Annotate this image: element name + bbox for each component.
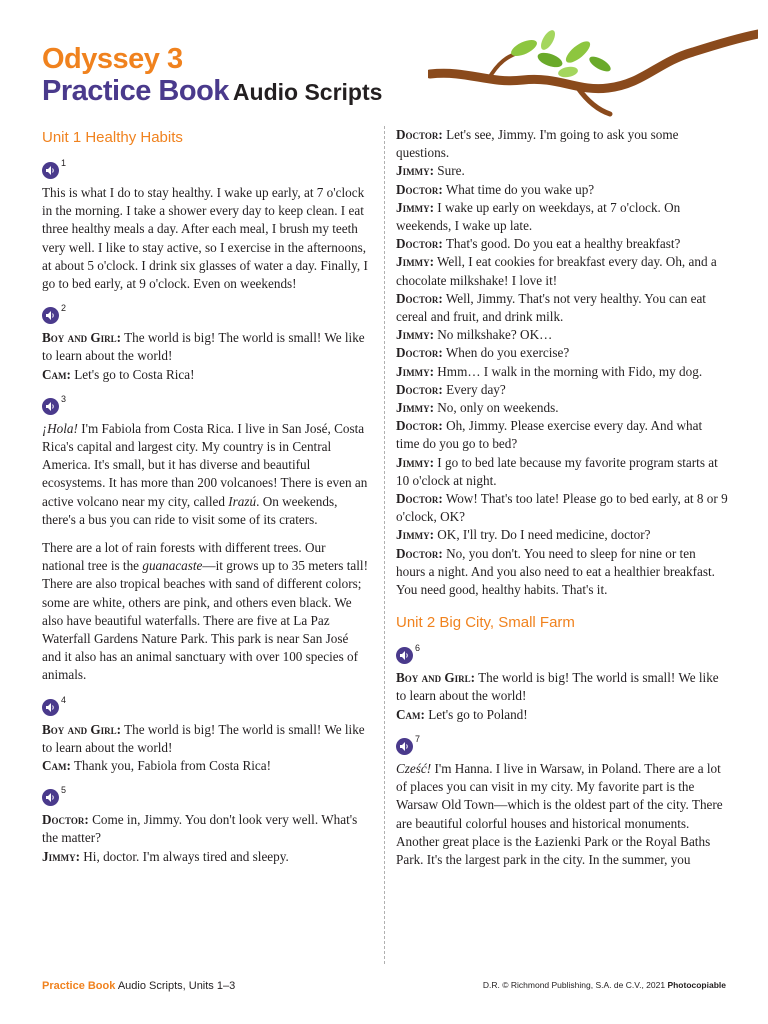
audio-track-3[interactable]	[42, 394, 370, 416]
dialogue-line: Doctor: When do you exercise?	[396, 345, 570, 361]
script-dialogue	[42, 721, 370, 776]
speaker-label: Doctor:	[42, 812, 89, 828]
speaker-label: Boy and Girl:	[42, 721, 122, 737]
track-number: 2	[61, 303, 67, 314]
track-number: 4	[61, 694, 67, 705]
tree-name: guanacaste	[142, 558, 203, 574]
copyright-notice: D.R. © Richmond Publishing, S.A. de C.V., 2021 Photocopiable	[482, 980, 726, 990]
dialogue-line: Doctor: Every day?	[396, 381, 506, 397]
script-paragraph: ¡Hola! I'm Fabiola from Costa Rica. I live in San José, Costa Rica's capital and largest city. My country is in Central America. It's small, but it has diverse and beautiful ecosystems. It has more than 200 volcanoes! There is even an active volcano near my city, called Irazú. On weekends, there's a bus you can ride to visit some of its craters.	[42, 420, 368, 527]
dialogue-line: Jimmy: OK, I'll try. Do I need medicine, doctor?	[396, 527, 651, 543]
dialogue-line: Jimmy: Hmm… I walk in the morning with Fido, my dog.	[396, 363, 703, 379]
track-number: 1	[61, 158, 67, 168]
track-number: 3	[61, 393, 67, 404]
speaker-label: Boy and Girl:	[42, 330, 122, 346]
unit-1-title: Unit 1 Healthy Habits	[42, 129, 183, 146]
audio-track-7[interactable]	[396, 734, 728, 756]
dialogue-line	[396, 706, 728, 724]
speaker-label: Cam:	[42, 366, 71, 382]
dialogue-line: Doctor: Wow! That's too late! Please go to bed early, at 8 or 9 o'clock, OK?	[396, 491, 728, 525]
track-number: 6	[415, 643, 421, 654]
dialogue-line	[42, 329, 370, 365]
branch-illustration	[428, 22, 758, 122]
dialogue-line	[42, 366, 370, 384]
dialogue-text: The world is big! The world is small! We like to learn about the world!	[42, 330, 365, 364]
script-dialogue	[42, 329, 370, 384]
track-number: 7	[415, 733, 421, 744]
script-dialogue	[396, 669, 728, 724]
dialogue-line: Jimmy: I wake up early on weekdays, at 7 o'clock. On weekends, I wake up late.	[396, 199, 681, 234]
dialogue-line: Doctor: That's good. Do you eat a healthy breakfast?	[396, 236, 681, 252]
dialogue-text: Thank you, Fabiola from Costa Rica!	[70, 758, 272, 774]
speaker-label: Jimmy:	[42, 848, 80, 864]
script-paragraph: This is what I do to stay healthy. I wake up early, at 7 o'clock in the morning. I take a shower every day to keep clean. I eat three healthy meals a day. After each meal, I brush my teeth very well. I like to stay active, so I exercise in the afternoons, at about 5 o'clock. I drink six glasses of water a day. Finally, I go to bed early, at 9 o'clock. Even on weekends!	[42, 185, 368, 292]
audio-track-4[interactable]	[42, 695, 370, 717]
dialogue-line: Jimmy: No milkshake? OK…	[396, 327, 553, 343]
dialogue-line: Jimmy: No, only on weekends.	[396, 400, 559, 416]
script-paragraph: Cześć! I'm Hanna. I live in Warsaw, in Poland. There are a lot of places you can visit in my city. My favorite part is the Warsaw Old Town—which is the oldest part of the city. There are beautiful colorful houses and historical monuments. Another great place is the Łazienki Park or the Royal Baths Park. It's the largest park in the city. In the summer, you	[396, 760, 723, 867]
dialogue-line: Jimmy: Well, I eat cookies for breakfast every day. Oh, and a chocolate milkshake! I love it!	[396, 254, 717, 288]
audio-icon[interactable]	[42, 699, 59, 716]
greeting: Cześć!	[396, 760, 432, 776]
dialogue-line: Doctor: Let's see, Jimmy. I'm going to ask you some questions.	[396, 127, 679, 161]
script-paragraph: There are a lot of rain forests with different trees. Our national tree is the guanacaste—it grows up to 35 meters tall! There are also tropical beaches with sand of different colors; some are white, others are pink, and others even black. We also have beautiful waterfalls. There are five at La Paz Waterfall Gardens Nature Park. This park is near San José and it also has an animal sanctuary with over 100 species of animals.	[42, 540, 368, 683]
dialogue-line	[42, 757, 370, 775]
script-dialogue	[42, 811, 370, 866]
series-title: Odyssey 3	[42, 43, 183, 75]
dialogue-line: Doctor: What time do you wake up?	[396, 181, 595, 197]
volcano-name: Irazú	[228, 493, 257, 509]
left-column	[42, 126, 370, 876]
column-divider	[384, 126, 385, 964]
dialogue-line	[42, 811, 370, 847]
audio-track-6[interactable]	[396, 643, 728, 665]
book-subtitle: Audio Scripts	[232, 79, 383, 105]
dialogue-text: Hi, doctor. I'm always tired and sleepy.	[79, 848, 289, 864]
audio-track-2[interactable]	[42, 303, 370, 325]
dialogue-line: Doctor: Well, Jimmy. That's not very healthy. You can eat cereal and fruit, and drink milk.	[396, 290, 706, 325]
dialogue-text: The world is big! The world is small! We like to learn about the world!	[42, 721, 365, 755]
audio-track-5[interactable]	[42, 785, 370, 807]
dialogue-text: Let's go to Poland!	[424, 706, 528, 722]
dialogue-line	[396, 669, 728, 705]
audio-icon[interactable]	[42, 162, 59, 179]
page-header	[42, 44, 382, 109]
audio-icon[interactable]	[42, 307, 59, 324]
dialogue-line: Doctor: Oh, Jimmy. Please exercise every day. And what time do you go to bed?	[396, 418, 703, 452]
doctor-dialogue	[396, 126, 728, 599]
audio-icon[interactable]	[42, 789, 59, 806]
dialogue-line: Doctor: No, you don't. You need to sleep for nine or ten hours a night. And you also need to eat a healthier breakfast. You need good, healthy habits. That's it.	[396, 545, 715, 598]
dialogue-text: Let's go to Costa Rica!	[70, 366, 195, 382]
audio-icon[interactable]	[396, 647, 413, 664]
track-number: 5	[61, 785, 67, 796]
dialogue-text: The world is big! The world is small! We like to learn about the world!	[396, 670, 719, 704]
speaker-label: Cam:	[42, 758, 71, 774]
footer-title: Practice Book Audio Scripts, Units 1–3	[42, 980, 236, 992]
dialogue-line	[42, 721, 370, 757]
speaker-label: Cam:	[396, 706, 425, 722]
audio-track-1[interactable]	[42, 158, 370, 180]
book-title	[42, 74, 382, 109]
dialogue-line: Jimmy: Sure.	[396, 163, 465, 179]
dialogue-text: Come in, Jimmy. You don't look very well. What's the matter?	[42, 812, 358, 846]
speaker-label: Boy and Girl:	[396, 670, 476, 686]
greeting: ¡Hola!	[42, 420, 78, 436]
audio-icon[interactable]	[42, 398, 59, 415]
audio-icon[interactable]	[396, 738, 413, 755]
dialogue-line	[42, 848, 370, 866]
unit-2-title: Unit 2 Big City, Small Farm	[396, 614, 575, 632]
book-title-main: Practice Book	[42, 75, 229, 107]
right-column	[396, 126, 728, 879]
dialogue-line: Jimmy: I go to bed late because my favorite program starts at 10 o'clock at night.	[396, 454, 718, 488]
